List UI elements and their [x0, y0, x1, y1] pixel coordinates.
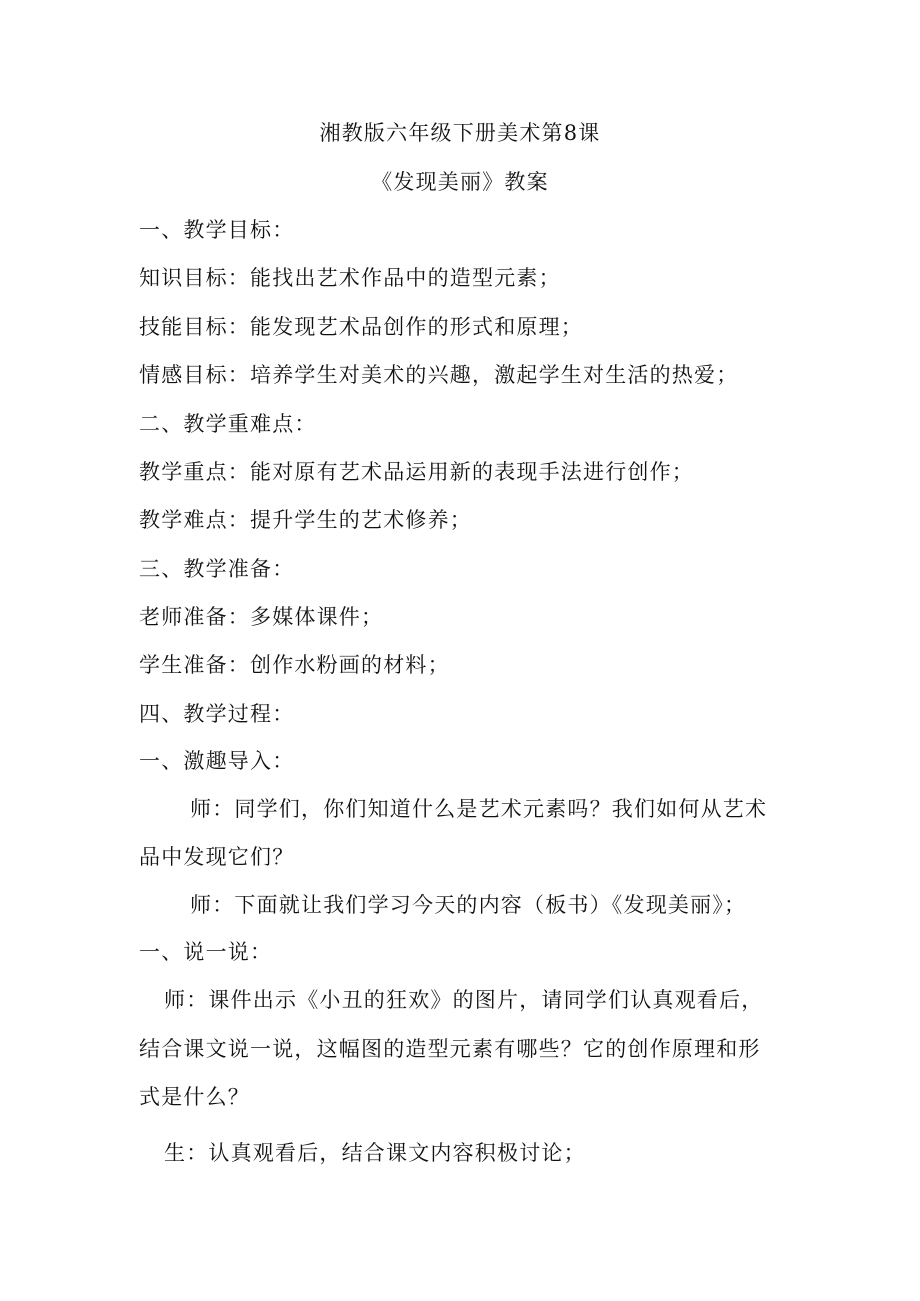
paragraph-key-point: 教学重点：能对原有艺术品运用新的表现手法进行创作；	[139, 460, 694, 484]
paragraph-discuss-line-3: 式是什么？	[139, 1085, 250, 1109]
paragraph-discuss-line-1: 师：课件出示《小丑的狂欢》的图片，请同学们认真观看后，	[164, 988, 764, 1012]
subsection-heading-intro: 一、激趣导入：	[139, 749, 295, 773]
document-title: 湘教版六年级下册美术第8课	[319, 121, 601, 145]
section-heading-process: 四、教学过程：	[139, 702, 295, 726]
section-heading-preparation: 三、教学准备：	[139, 557, 295, 581]
paragraph-student-prep: 学生准备：创作水粉画的材料；	[139, 653, 450, 677]
paragraph-student-response: 生：认真观看后，结合课文内容积极讨论；	[164, 1141, 586, 1165]
section-heading-objectives: 一、教学目标：	[139, 218, 295, 242]
paragraph-teacher-prep: 老师准备：多媒体课件；	[139, 605, 384, 629]
paragraph-intro-line-1: 师：同学们，你们知道什么是艺术元素吗？我们如何从艺术	[190, 797, 768, 821]
paragraph-intro-line-2: 品中发现它们？	[139, 845, 295, 869]
document-subtitle: 《发现美丽》教案	[371, 170, 549, 194]
paragraph-skill-goal: 技能目标：能发现艺术品创作的形式和原理；	[139, 315, 583, 339]
section-heading-key-points: 二、教学重难点：	[139, 412, 317, 436]
paragraph-knowledge-goal: 知识目标：能找出艺术作品中的造型元素；	[139, 266, 561, 290]
paragraph-intro-line-3: 师：下面就让我们学习今天的内容（板书）《发现美丽》；	[190, 893, 747, 917]
paragraph-emotion-goal: 情感目标：培养学生对美术的兴趣，激起学生对生活的热爱；	[139, 363, 739, 387]
paragraph-discuss-line-2: 结合课文说一说，这幅图的造型元素有哪些？它的创作原理和形	[139, 1037, 761, 1061]
subsection-heading-discuss: 一、说一说：	[139, 940, 273, 964]
paragraph-difficult-point: 教学难点：提升学生的艺术修养；	[139, 508, 472, 532]
